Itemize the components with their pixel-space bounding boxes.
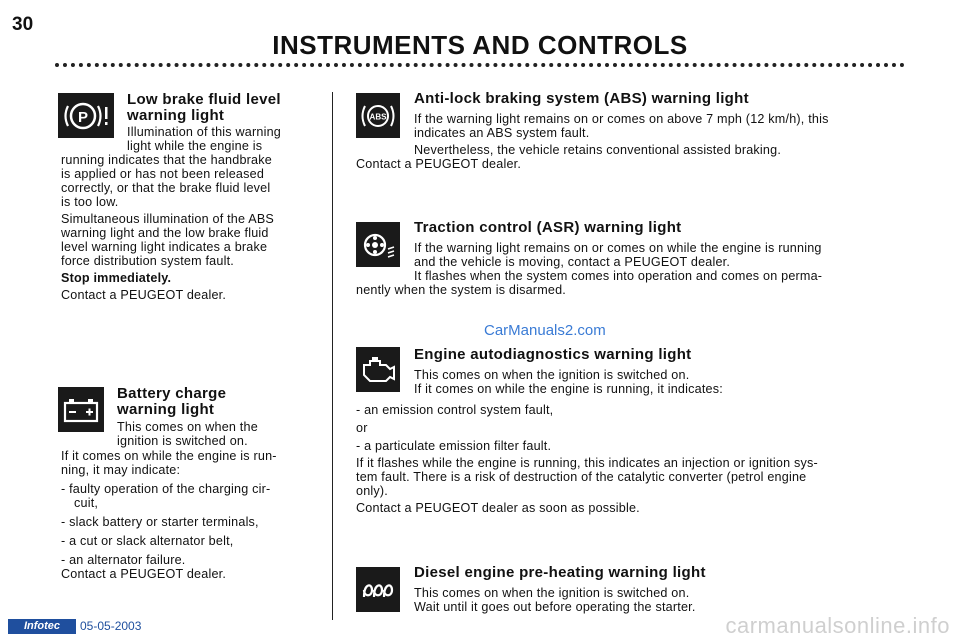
battery-text-indent: This comes on when the ignition is switched on. bbox=[117, 420, 258, 448]
engine-warning-icon bbox=[356, 347, 400, 392]
engine-heading: Engine autodiagnostics warning light bbox=[414, 346, 692, 363]
svg-text:ABS: ABS bbox=[369, 112, 387, 121]
asr-heading: Traction control (ASR) warning light bbox=[414, 219, 682, 236]
diesel-text: This comes on when the ignition is switched on. Wait until it goes out before operating the starter. bbox=[414, 586, 696, 614]
battery-icon bbox=[58, 387, 104, 432]
brake-warning-icon bbox=[58, 93, 114, 138]
page-title: INSTRUMENTS AND CONTROLS bbox=[272, 30, 688, 60]
infotec-logo: Infotec bbox=[8, 619, 76, 634]
column-divider bbox=[332, 92, 333, 620]
dotted-divider bbox=[55, 63, 905, 67]
abs-heading: Anti-lock braking system (ABS) warning light bbox=[414, 90, 749, 107]
diesel-heading: Diesel engine pre-heating warning light bbox=[414, 564, 706, 581]
abs-contact: Contact a PEUGEOT dealer. bbox=[356, 157, 522, 171]
battery-heading: Battery charge warning light bbox=[117, 385, 227, 418]
abs-text-indent: If the warning light remains on or comes on above 7 mph (12 km/h), this indicates an ABS system fault. Nevertheless, the vehicle retains conventional assisted braking. bbox=[414, 112, 829, 157]
stop-immediately: Stop immediately. bbox=[61, 271, 172, 285]
page-number: 30 bbox=[12, 14, 34, 35]
svg-text:P: P bbox=[77, 108, 89, 126]
footer-site-watermark: carmanualsonline.info bbox=[725, 613, 950, 638]
engine-text: - an emission control system fault, or - a particulate emission filter fault. If it flashes while the engine is running, this indicates an injection or ignition sys- tem fault. There is a risk of destruction of the catalytic converter (petrol engine only). Contact a PEUGEOT dealer as soon as possible. bbox=[356, 403, 818, 515]
watermark-text: CarManuals2.com bbox=[484, 322, 606, 339]
battery-text: If it comes on while the engine is run- ning, it may indicate: - faulty operation of the charging cir- cuit, - slack battery or starter terminals, - a cut or slack alternator belt, - an alternator failure. Contact a PEUGEOT dealer. bbox=[61, 449, 277, 581]
engine-text-indent: This comes on when the ignition is switched on. If it comes on while the engine is running, it indicates: bbox=[414, 368, 723, 396]
brake-heading: Low brake fluid level warning light bbox=[127, 91, 281, 124]
traction-control-icon bbox=[356, 222, 400, 267]
preheating-icon bbox=[356, 567, 400, 612]
asr-text-indent: If the warning light remains on or comes on while the engine is running and the vehicle is moving, contact a PEUGEOT dealer. It flashes when the system comes into operation and comes on perma- bbox=[414, 241, 823, 283]
brake-text: running indicates that the handbrake is applied or has not been released correctly, or that the brake fluid level is too low. Simultaneous illumination of the ABS warning light and the low brake fluid level warning light indicates a brake force distribution system fault. Stop immediately. Contact a PEUGEOT dealer. bbox=[61, 153, 311, 302]
brake-text-indent: Illumination of this warning light while the engine is bbox=[127, 125, 282, 153]
asr-text: nently when the system is disarmed. bbox=[356, 283, 566, 297]
footer-date: 05-05-2003 bbox=[80, 619, 142, 633]
abs-warning-icon bbox=[356, 93, 400, 138]
